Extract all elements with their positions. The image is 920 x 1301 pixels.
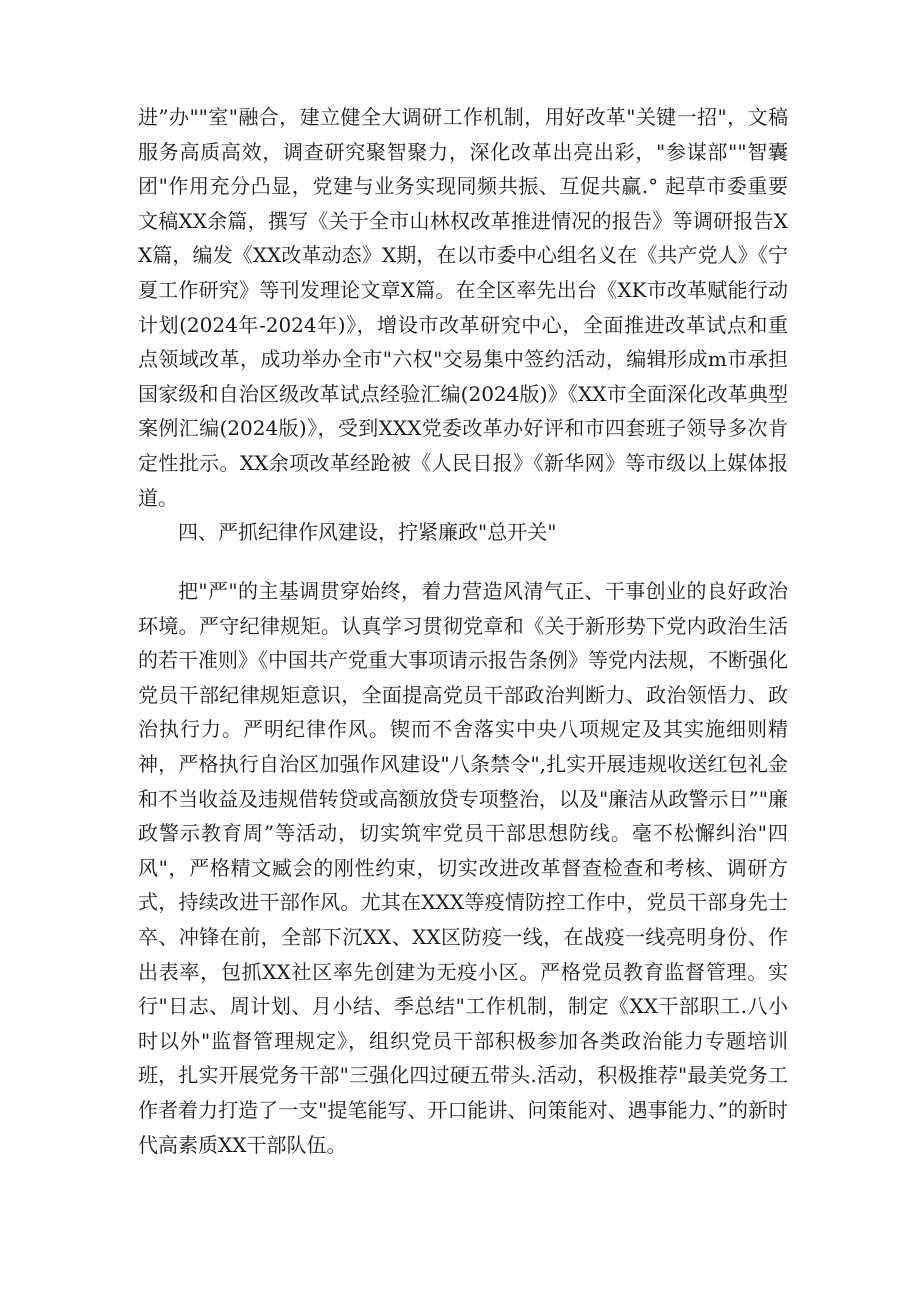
body-paragraph-reform: 进”办""室"融合，建立健全大调研工作机制，用好改革"关键一招"，文稿服务高质高效，调查研究聚智聚力，深化改革出亮出彩，"参谋部""智囊团"作用充分凸显，党建与业务实现同频共振、互促共赢.° 起草市委重要文稿XX余篇，撰写《关于全市山林权改革推进情况的报告》等调研报告XX篇，编发《XX改革动态》X期，在以市委中心组名义在《共产党人》《宁夏工作研究》等刊发理论文章X篇。在全区率先出台《XK市改革赋能行动计划(2024年-2024年)》，增设市改革研究中心，全面推进改革试点和重点领域改革，成功举办全市"六权"交易集中签约活动，编辑形成m市承担国家级和自治区级改革试点经验汇编(2024版)》《XX市全面深化改革典型案例汇编(2024版)》，受到XXX党委改革办好评和市四套班子领导多次肯定性批示。XX余项改革经跄被《人民日报》《新华网》等市级以上媒体报道。 <box>138 105 788 510</box>
body-paragraph-discipline: 把"严"的主基调贯穿始终，着力营造风清气正、干事创业的良好政治环境。严守纪律规矩。认真学习贯彻党章和《关于新形势下党内政治生活的若干准则》《中国共产党重大事项请示报告条例》等党内法规，不断强化党员干部纪律规矩意识，全面提高党员干部政治判断力、政治领悟力、政治执行力。严明纪律作风。锲而不舍落实中央八项规定及其实施细则精神，严格执行自治区加强作风建设"八条禁令",扎实开展违规收送红包礼金和不当收益及违规借转贷或高额放贷专项整治，以及"廉洁从政警示日”"廉政警示教育周”等活动，切实筑牢党员干部思想防线。毫不松懈纠治"四风"，严格精文臧会的刚性约束，切实改进改革督查检查和考核、调研方式，持续改进干部作风。尤其在XXX等疫情防控工作中，党员干部身先士卒、冲锋在前，全部下沉XX、XX区防疫一线，在战疫一线亮明身份、作出表率，包抓XX社区率先创建为无疫小区。严格党员教育监督管理。实行"日志、周计划、月小结、季总结"工作机制，制定《XX干部职工.八小时以外"监督管理规定》，组织党员干部积极参加各类政治能力专题培训班，扎实开展党务干部"三强化四过硬五带头.活动，积极推荐"最美党务工作者着力打造了一支"提笔能写、开口能讲、问策能对、遇事能力、”的新时代高素质XX干部队伍。 <box>138 579 788 1157</box>
section-heading-discipline: 四、严抓纪律作风建设，拧紧廉政"总开关" <box>178 520 557 544</box>
